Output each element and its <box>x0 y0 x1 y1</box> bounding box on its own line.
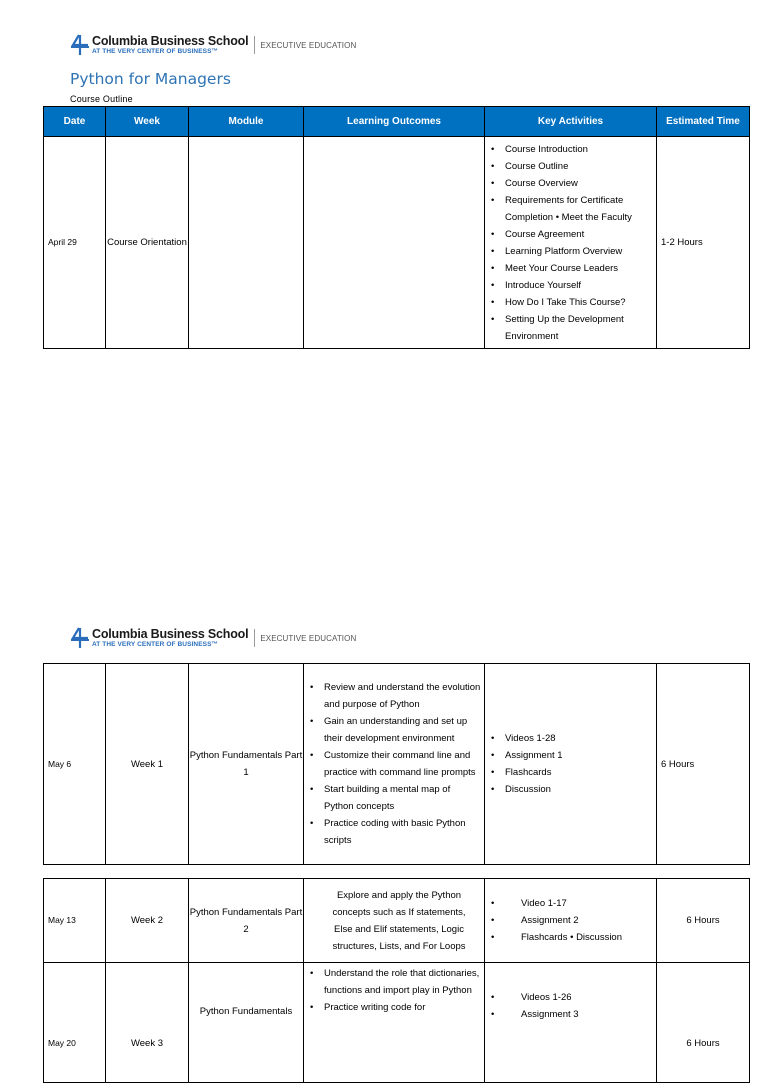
activities-list <box>485 730 656 798</box>
executive-education-label: EXECUTIVE EDUCATION <box>260 40 357 50</box>
crown-logo-icon <box>70 627 90 649</box>
row-estimated-time: 6 Hours <box>657 664 750 865</box>
page-title: Python for Managers <box>70 70 231 88</box>
row-key-activities <box>485 879 657 963</box>
outcomes-list <box>304 965 484 1016</box>
column-header-module: Module <box>189 107 304 137</box>
list-item: • Course Overview <box>491 175 654 192</box>
row-key-activities <box>485 963 657 1083</box>
list-item: • Introduce Yourself <box>491 277 654 294</box>
row-estimated-time: 6 Hours <box>657 879 750 963</box>
row-learning-outcomes <box>304 664 485 865</box>
table-row <box>44 963 750 1083</box>
row-module <box>189 137 304 349</box>
activities-list <box>485 895 656 946</box>
row-week: Week 2 <box>106 879 189 963</box>
row-date: May 13 <box>44 879 106 963</box>
list-item: • How Do I Take This Course? <box>491 294 654 311</box>
list-item: • Practice coding with basic Python scripts <box>310 815 482 849</box>
column-header-estimated-time: Estimated Time <box>657 107 750 137</box>
week-1-table <box>43 663 750 865</box>
school-logo-page-2 <box>70 627 356 649</box>
logo-divider <box>254 36 255 54</box>
list-item: • Videos 1-28 <box>491 730 654 747</box>
list-item: • Start building a mental map of Python concepts <box>310 781 482 815</box>
row-learning-outcomes <box>304 137 485 349</box>
row-estimated-time: 6 Hours <box>657 963 750 1083</box>
course-outline-table <box>43 106 750 349</box>
row-key-activities <box>485 664 657 865</box>
crown-logo-icon <box>70 34 90 56</box>
list-item: • Discussion <box>491 781 654 798</box>
list-item: • Course Introduction <box>491 141 654 158</box>
list-item: • Understand the role that dictionaries, functions and import play in Python <box>310 965 482 999</box>
list-item: • Learning Platform Overview <box>491 243 654 260</box>
row-week: Week 1 <box>106 664 189 865</box>
row-estimated-time: 1-2 Hours <box>657 137 750 349</box>
page-subtitle: Course Outline <box>70 94 133 104</box>
school-logo <box>70 34 356 56</box>
outcomes-text: Explore and apply the Python concepts such as If statements, Else and Elif statements, Logic structures, Lists, and For Loops <box>332 889 466 952</box>
outcomes-list <box>304 679 484 849</box>
row-date: April 29 <box>44 137 106 349</box>
table-row <box>44 879 750 963</box>
table-row <box>44 664 750 865</box>
table-row <box>44 137 750 349</box>
activities-list <box>485 141 656 345</box>
row-module: Python Fundamentals <box>189 963 304 1083</box>
list-item: • Course Agreement <box>491 226 654 243</box>
list-item: • Flashcards <box>491 764 654 781</box>
list-item: • Flashcards • Discussion <box>491 929 654 946</box>
column-header-key-activities: Key Activities <box>485 107 657 137</box>
row-module: Python Fundamentals Part 1 <box>189 664 304 865</box>
logo-divider <box>254 629 255 647</box>
list-item: • Course Outline <box>491 158 654 175</box>
school-name: Columbia Business School <box>92 33 249 48</box>
column-header-learning-outcomes: Learning Outcomes <box>304 107 485 137</box>
row-module: Python Fundamentals Part 2 <box>189 879 304 963</box>
list-item: • Practice writing code for <box>310 999 482 1016</box>
list-item: • Requirements for Certificate Completion • Meet the Faculty <box>491 192 654 226</box>
row-learning-outcomes <box>304 963 485 1083</box>
table-header-row <box>44 107 750 137</box>
executive-education-label: EXECUTIVE EDUCATION <box>260 633 357 643</box>
list-item: • Assignment 1 <box>491 747 654 764</box>
list-item: • Customize their command line and practice with command line prompts <box>310 747 482 781</box>
school-tagline: AT THE VERY CENTER OF BUSINESS™ <box>92 640 219 648</box>
row-week: Week 3 <box>106 963 189 1083</box>
column-header-week: Week <box>106 107 189 137</box>
activities-list <box>485 989 656 1023</box>
row-week: Course Orientation <box>106 137 189 349</box>
row-key-activities <box>485 137 657 349</box>
list-item: • Review and understand the evolution and purpose of Python <box>310 679 482 713</box>
school-tagline: AT THE VERY CENTER OF BUSINESS™ <box>92 47 219 55</box>
weeks-2-3-table <box>43 878 750 1083</box>
list-item: • Assignment 3 <box>491 1006 654 1023</box>
list-item: • Gain an understanding and set up their development environment <box>310 713 482 747</box>
row-learning-outcomes <box>304 879 485 963</box>
column-header-date: Date <box>44 107 106 137</box>
school-name: Columbia Business School <box>92 626 249 641</box>
list-item: • Video 1-17 <box>491 895 654 912</box>
list-item: • Meet Your Course Leaders <box>491 260 654 277</box>
row-date: May 20 <box>44 963 106 1083</box>
list-item: • Videos 1-26 <box>491 989 654 1006</box>
row-date: May 6 <box>44 664 106 865</box>
list-item: • Assignment 2 <box>491 912 654 929</box>
list-item: • Setting Up the Development Environment <box>491 311 654 345</box>
